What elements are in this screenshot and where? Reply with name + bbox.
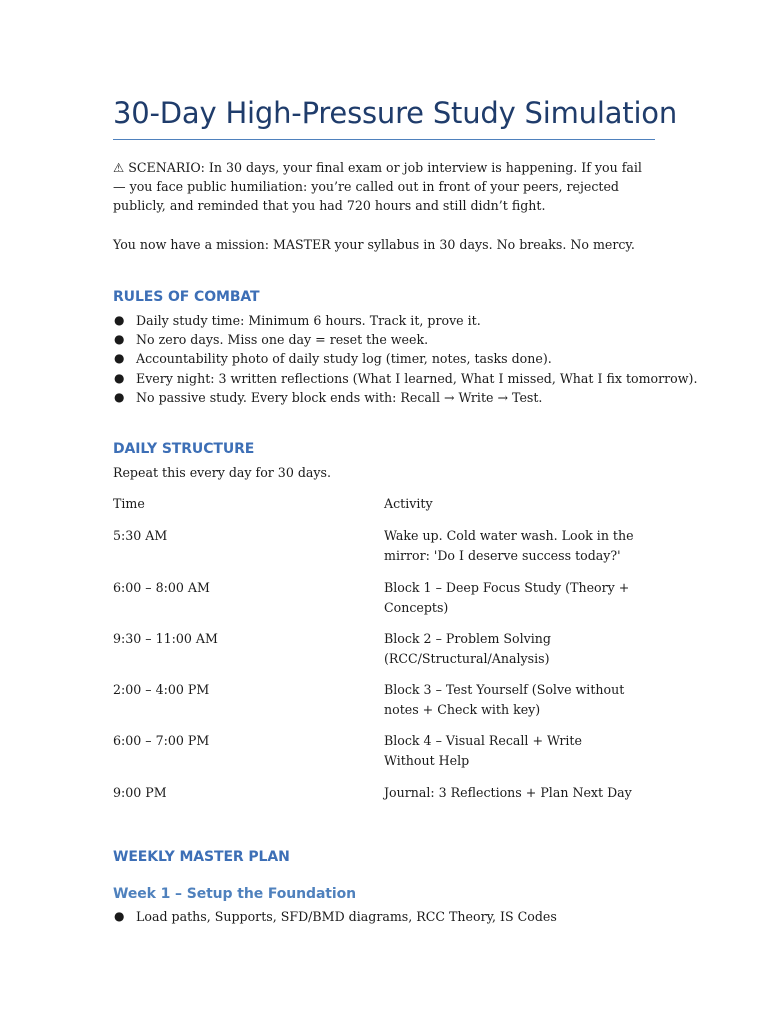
schedule-table bbox=[113, 494, 658, 815]
bullet-icon: ● bbox=[114, 370, 125, 385]
table-row bbox=[113, 783, 658, 815]
column-header-activity: Activity bbox=[384, 496, 433, 511]
rule-text: Daily study time: Minimum 6 hours. Track it, prove it. bbox=[136, 313, 481, 328]
table-row bbox=[113, 526, 658, 578]
daily-intro: Repeat this every day for 30 days. bbox=[113, 465, 331, 480]
time-cell: 2:00 – 4:00 PM bbox=[113, 682, 210, 697]
title-divider bbox=[113, 139, 655, 140]
time-cell: 6:00 – 8:00 AM bbox=[113, 580, 210, 595]
time-cell: 6:00 – 7:00 PM bbox=[113, 733, 210, 748]
bullet-icon: ● bbox=[114, 332, 125, 347]
table-header-row bbox=[113, 494, 658, 526]
list-item bbox=[113, 311, 697, 330]
list-item bbox=[113, 388, 697, 407]
weekly-plan-heading: WEEKLY MASTER PLAN bbox=[113, 849, 290, 865]
activity-cell: Block 4 – Visual Recall + Write Without Help bbox=[384, 733, 582, 768]
time-cell: 5:30 AM bbox=[113, 528, 168, 543]
rules-list bbox=[113, 311, 697, 407]
table-row bbox=[113, 578, 658, 629]
week1-heading: Week 1 – Setup the Foundation bbox=[113, 886, 356, 902]
rule-text: Accountability photo of daily study log (timer, notes, tasks done). bbox=[136, 351, 552, 367]
list-item bbox=[113, 330, 697, 349]
daily-structure-heading: DAILY STRUCTURE bbox=[113, 441, 255, 457]
list-item bbox=[113, 349, 697, 368]
table-row bbox=[113, 629, 658, 680]
bullet-icon: ● bbox=[114, 351, 125, 366]
activity-cell: Block 2 – Problem Solving (RCC/Structural/Analysis) bbox=[384, 631, 551, 666]
bullet-icon: ● bbox=[114, 909, 125, 923]
mission-paragraph: You now have a mission: MASTER your syllabus in 30 days. No breaks. No mercy. bbox=[113, 237, 635, 252]
week1-list bbox=[113, 907, 557, 926]
rule-text: Every night: 3 written reflections (What I learned, What I missed, What I fix tomorrow). bbox=[136, 370, 698, 386]
activity-cell: Wake up. Cold water wash. Look in the mirror: 'Do I deserve success today?' bbox=[384, 528, 634, 563]
rules-heading: RULES OF COMBAT bbox=[113, 289, 260, 305]
activity-cell: Block 3 – Test Yourself (Solve without notes + Check with key) bbox=[384, 682, 625, 717]
page-title: 30-Day High-Pressure Study Simulation bbox=[113, 96, 678, 130]
time-cell: 9:30 – 11:00 AM bbox=[113, 631, 218, 646]
bullet-icon: ● bbox=[114, 389, 125, 404]
activity-cell: Block 1 – Deep Focus Study (Theory + Concepts) bbox=[384, 580, 630, 615]
time-cell: 9:00 PM bbox=[113, 785, 167, 800]
table-row bbox=[113, 731, 658, 783]
bullet-icon: ● bbox=[114, 313, 125, 327]
week1-item-text: Load paths, Supports, SFD/BMD diagrams, RCC Theory, IS Codes bbox=[136, 909, 557, 924]
activity-cell: Journal: 3 Reflections + Plan Next Day bbox=[384, 785, 632, 800]
list-item bbox=[113, 907, 557, 926]
table-row bbox=[113, 680, 658, 731]
list-item bbox=[113, 369, 697, 388]
column-header-time: Time bbox=[113, 496, 145, 511]
scenario-paragraph: ⚠ SCENARIO: In 30 days, your final exam or job interview is happening. If you fail — you face public humiliation: you’re called out in front of your peers, rejected publicly, and reminded that you had 720 hours and still didn’t fight. bbox=[113, 160, 642, 213]
rule-text: No passive study. Every block ends with: Recall → Write → Test. bbox=[136, 389, 543, 405]
rule-text: No zero days. Miss one day = reset the week. bbox=[136, 332, 429, 348]
